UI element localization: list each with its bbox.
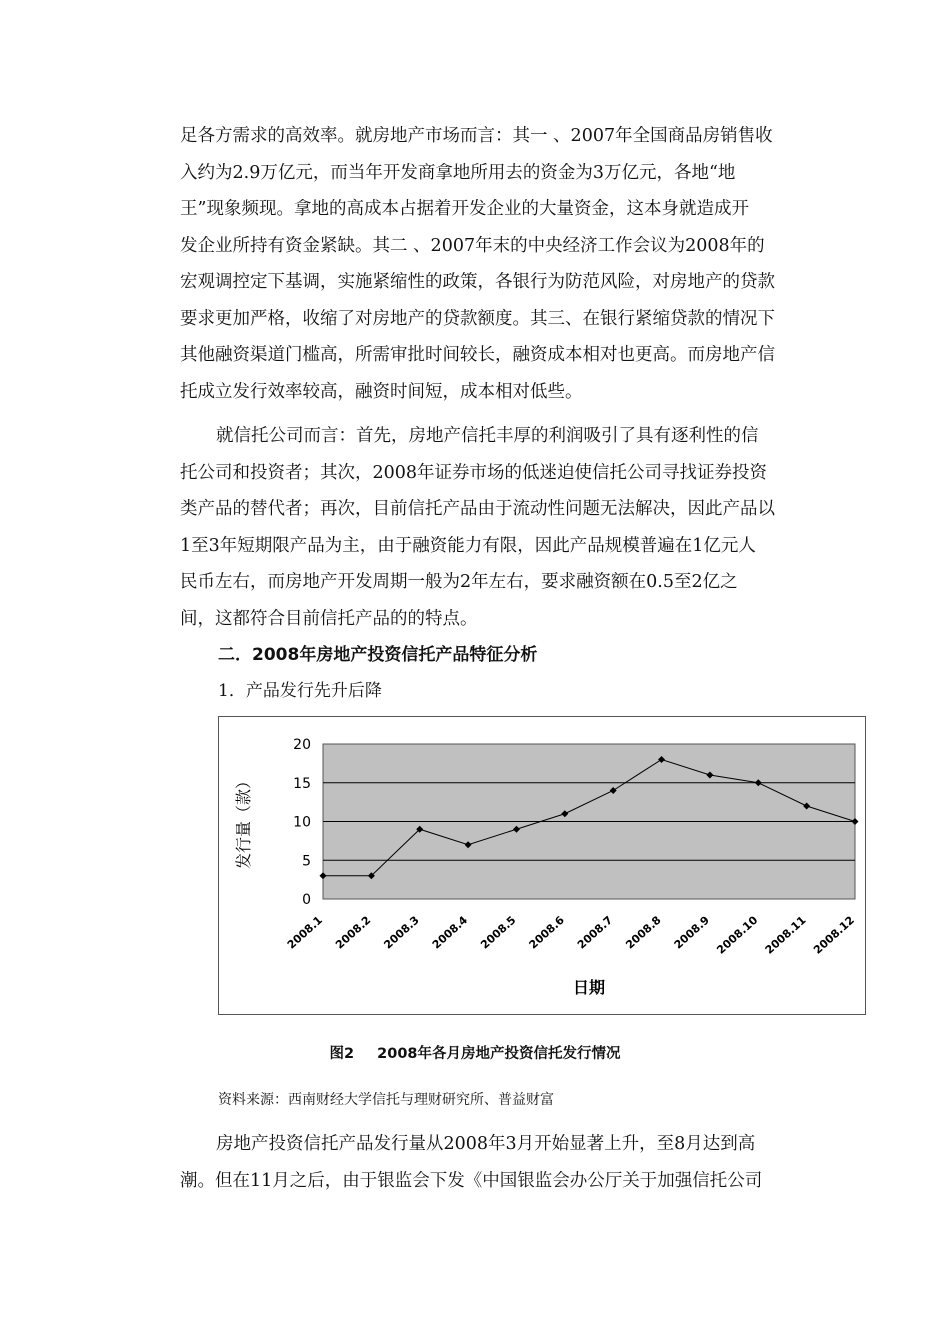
text-line: 托成立发行效率较高，融资时间短，成本相对低些。: [180, 381, 583, 402]
text-line: 入约为2.9万亿元，而当年开发商拿地所用去的资金为3万亿元，各地“地: [180, 162, 736, 183]
text-line: 要求更加严格，收缩了对房地产的贷款额度。其三、在银行紧缩贷款的情况下: [180, 308, 775, 329]
section-heading: 二．2008年房地产投资信托产品特征分析: [218, 645, 538, 665]
chart-frame: [218, 716, 866, 1015]
x-tick-label: 2008.11: [762, 913, 809, 957]
subsection-heading: 1．产品发行先升后降: [218, 681, 382, 701]
text-line: 发企业所持有资金紧缺。其二 、2007年末的中央经济工作会议为2008年的: [180, 235, 765, 256]
x-axis-label: 日期: [572, 978, 606, 997]
paragraph-1: [180, 118, 810, 410]
text-line: 王”现象频现。拿地的高成本占据着开发企业的大量资金，这本身就造成开: [180, 199, 749, 219]
x-tick-label: 2008.10: [714, 913, 761, 957]
y-tick-label: 15: [293, 775, 311, 792]
text-line: 足各方需求的高效率。就房地产市场而言：其一 、2007年全国商品房销售收: [180, 126, 773, 146]
x-tick-label: 2008.7: [574, 913, 616, 952]
y-tick-label: 10: [293, 814, 311, 831]
x-tick-label: 2008.8: [623, 913, 664, 952]
line-chart: [219, 717, 865, 1014]
x-tick-label: 2008.6: [526, 913, 567, 952]
x-tick-label: 2008.5: [478, 913, 519, 952]
text-line: 房地产投资信托产品发行量从2008年3月开始显著上升，至8月达到高: [216, 1134, 756, 1154]
text-line: 托公司和投资者；其次，2008年证券市场的低迷迫使信托公司寻找证券投资: [180, 462, 768, 483]
x-tick-label: 2008.12: [811, 913, 858, 957]
x-tick-label: 2008.2: [333, 913, 374, 952]
figure-caption: [0, 1042, 950, 1063]
x-tick-label: 2008.3: [381, 913, 422, 952]
text-line: 类产品的替代者；再次，目前信托产品由于流动性问题无法解决，因此产品以: [180, 499, 775, 519]
paragraph-2: [180, 418, 810, 637]
x-tick-label: 2008.9: [671, 913, 712, 952]
figure-label: 图2: [329, 1046, 355, 1062]
y-tick-label: 5: [302, 853, 311, 870]
y-tick-label: 0: [302, 892, 311, 908]
y-axis-label: 发行量（款）: [234, 772, 253, 870]
figure-title: 2008年各月房地产投资信托发行情况: [377, 1046, 621, 1062]
text-line: 宏观调控定下基调，实施紧缩性的政策，各银行为防范风险，对房地产的贷款: [180, 272, 775, 292]
figure-source: 资料来源：西南财经大学信托与理财研究所、普益财富: [218, 1092, 554, 1108]
text-line: 民币左右，而房地产开发周期一般为2年左右，要求融资额在0.5至2亿之: [180, 572, 738, 592]
text-line: 就信托公司而言：首先，房地产信托丰厚的利润吸引了具有逐利性的信: [216, 426, 759, 446]
paragraph-3: [180, 1126, 810, 1199]
text-line: 潮。但在11月之后，由于银监会下发《中国银监会办公厅关于加强信托公司: [180, 1170, 763, 1191]
text-line: 其他融资渠道门槛高，所需审批时间较长，融资成本相对也更高。而房地产信: [180, 345, 775, 365]
x-tick-label: 2008.4: [429, 913, 471, 952]
text-line: 1至3年短期限产品为主，由于融资能力有限，因此产品规模普遍在1亿元人: [180, 535, 756, 556]
y-tick-label: 20: [293, 737, 311, 753]
text-line: 间，这都符合目前信托产品的的特点。: [180, 608, 478, 629]
x-tick-label: 2008.1: [284, 913, 326, 952]
